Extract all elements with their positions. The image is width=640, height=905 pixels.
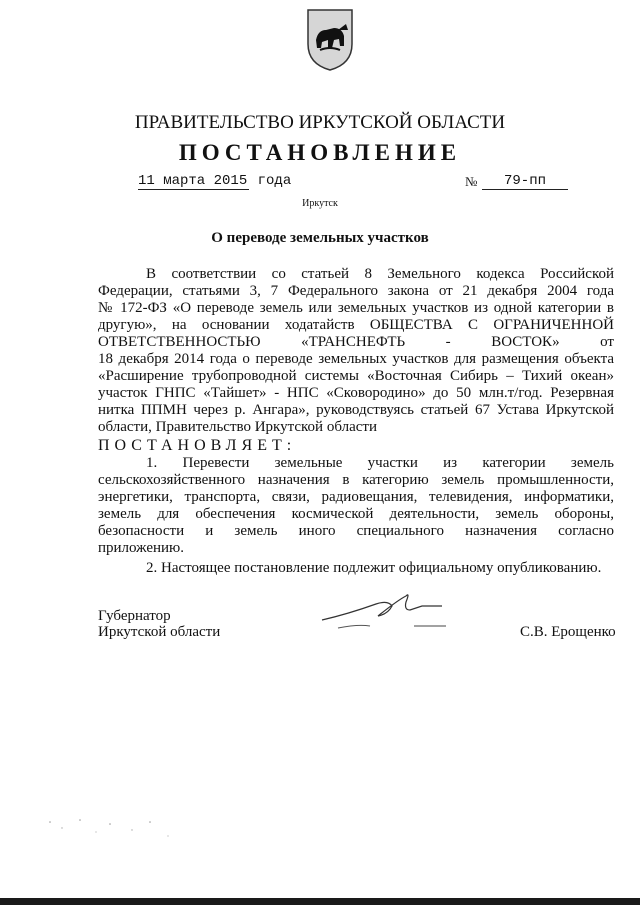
body-line: другую», на основании ходатайств ОБЩЕСТВА С ОГРАНИЧЕННОЙ	[98, 317, 614, 333]
item-line: 2. Настоящее постановление подлежит официальному опубликованию.	[146, 560, 602, 576]
item-line: энергетики, транспорта, связи, радиовещания, телевидения, информатики,	[98, 489, 614, 505]
body-line: нитка ППМН через р. Ангара», руководствуясь статьей 67 Устава Иркутской	[98, 402, 614, 418]
item-line: сельскохозяйственного назначения в категорию земель промышленности,	[98, 472, 614, 488]
body-line: Федерации, статьями 3, 7 Федерального закона от 21 декабря 2004 года	[98, 283, 614, 299]
scan-noise	[40, 810, 180, 850]
body-line: В соответствии со статьей 8 Земельного кодекса Российской	[146, 266, 614, 282]
number-label: №	[465, 174, 478, 189]
document-date	[138, 173, 291, 189]
signer-title-line: Иркутской области	[98, 624, 221, 640]
city: Иркутск	[302, 198, 338, 209]
signer-title	[98, 608, 220, 640]
body-line: № 172-ФЗ «О переводе земель или земельных участков из одной категории в	[98, 300, 614, 316]
item-line: земель для обеспечения космической деятельности, земель обороны,	[98, 506, 614, 522]
decree-word: ПОСТАНОВЛЯЕТ:	[98, 437, 297, 454]
coat-of-arms-icon	[304, 6, 356, 72]
body-line: ОТВЕТСТВЕННОСТЬЮ «ТРАНСНЕФТЬ - ВОСТОК» от	[98, 334, 614, 350]
signer-title-line: Губернатор	[98, 608, 171, 624]
document-subject: О переводе земельных участков	[211, 230, 429, 246]
item-line: безопасности и земель иного специального назначения согласно	[98, 523, 614, 539]
handwritten-signature-icon	[318, 580, 448, 640]
item-line: 1. Перевести земельные участки из категории земель	[146, 455, 614, 471]
scan-edge	[0, 898, 640, 905]
signer-name: С.В. Ерощенко	[520, 624, 616, 640]
date-suffix: года	[249, 173, 292, 189]
body-line: участок ГНПС «Тайшет» - НПС «Сковородино» до 50 млн.т/год. Резервная	[98, 385, 614, 401]
item-line: приложению.	[98, 540, 185, 556]
body-line: области, Правительство Иркутской области	[98, 419, 377, 435]
body-line: 18 декабря 2014 года о переводе земельных участков для размещения объекта	[98, 351, 614, 367]
date-value: 11 марта 2015	[138, 173, 248, 189]
body-line: «Расширение трубопроводной системы «Восточная Сибирь – Тихий океан»	[98, 368, 614, 384]
document-number: 79-пп	[482, 173, 568, 190]
document-type: ПОСТАНОВЛЕНИЕ	[178, 140, 462, 165]
organization-title: ПРАВИТЕЛЬСТВО ИРКУТСКОЙ ОБЛАСТИ	[134, 112, 506, 133]
